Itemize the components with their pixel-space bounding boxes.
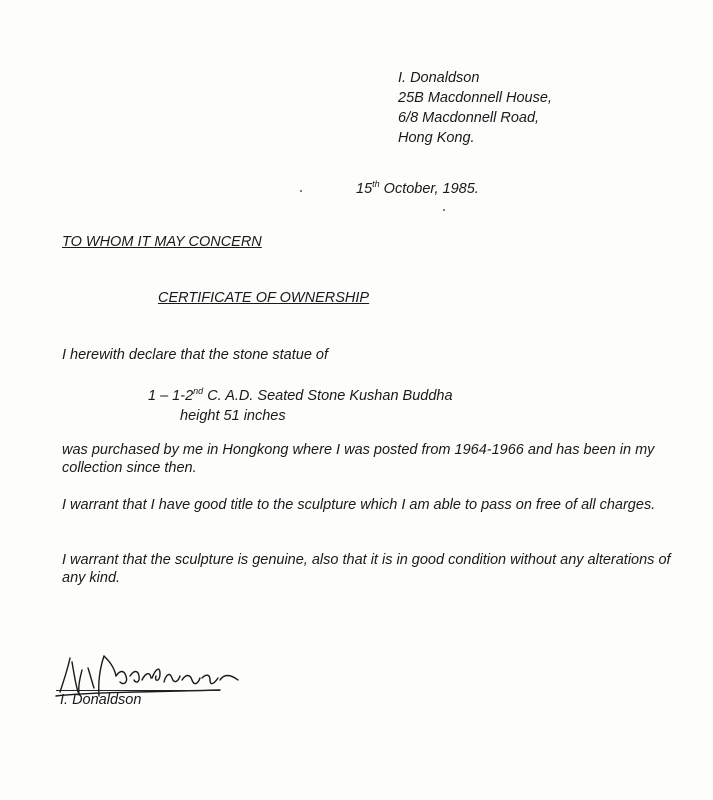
sender-address-line-2: 6/8 Macdonnell Road, xyxy=(398,110,540,126)
sender-name: I. Donaldson xyxy=(398,70,480,86)
document-heading: CERTIFICATE OF OWNERSHIP xyxy=(158,290,370,306)
statue-title-sup: nd xyxy=(193,386,204,396)
sender-address-line-1: 25B Macdonnell House, xyxy=(398,90,552,106)
paragraph-declare: I herewith declare that the stone statue of xyxy=(62,347,328,363)
sender-address-line-3: Hong Kong. xyxy=(398,130,475,146)
paragraph-title: I warrant that I have good title to the sculpture which I am able to pass on free of all charges. xyxy=(62,497,656,513)
sender-address-block xyxy=(398,68,552,148)
statue-title-rest: C. A.D. Seated Stone Kushan Buddha xyxy=(203,388,453,404)
scan-speck xyxy=(300,190,302,192)
paragraph-genuine: I warrant that the sculpture is genuine, also that it is in good condition without any alterations of any kind. xyxy=(62,552,671,586)
paragraph-purchase: was purchased by me in Hongkong where I was posted from 1964-1966 and has been in my collection since then. xyxy=(62,442,655,476)
letter-date xyxy=(356,179,479,197)
signature-line xyxy=(56,690,220,691)
signer-name: I. Donaldson xyxy=(60,692,142,708)
statue-title-prefix: 1 – 1-2 xyxy=(148,388,194,404)
scan-speck xyxy=(443,209,445,211)
date-rest: October, 1985. xyxy=(379,181,479,197)
statue-title xyxy=(148,381,453,406)
date-day-suffix: th xyxy=(372,179,380,189)
statue-description xyxy=(148,381,453,426)
statue-height: height 51 inches xyxy=(180,408,286,424)
salutation: TO WHOM IT MAY CONCERN xyxy=(62,234,262,250)
date-day: 15 xyxy=(356,181,373,197)
